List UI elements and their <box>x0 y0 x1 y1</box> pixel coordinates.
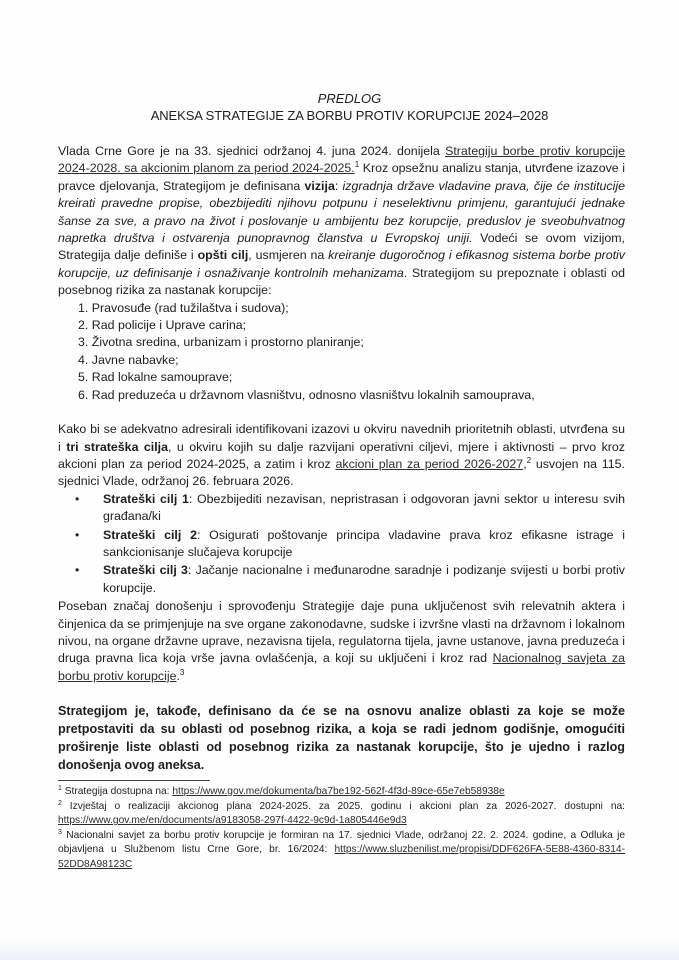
intro-text: , usmjeren na <box>248 248 329 263</box>
paragraph-text: Kako bi se adekvatno adresirali identifikovani izazovi u okviru navednih prioritetnih oblasti, utvrđena su i <box>58 422 625 454</box>
goal-label: Strateški cilj 2 <box>103 527 197 542</box>
list-item: 3. Životna sredina, urbanizam i prostorno planiranje; <box>78 335 364 350</box>
footnote-text: Strategija dostupna na: <box>61 786 173 797</box>
page-title: ANEKSA STRATEGIJE ZA BORBU PROTIV KORUPCIJE 2024–2028 <box>150 108 549 123</box>
goal-text: : Osigurati poštovanje principa vladavine prava kroz efikasne istrage i sankcionisanje slučajeva korupcije <box>103 527 625 559</box>
vision-text: izgradnja države vladavine prava, čije će institucije kreirati pravedne propise, obezbijediti njihovu potpunu i neselektivnu primjenu, garantujući jednake šanse za sve, a pravo na život i poslovanje u ambijentu bez korupcije, preduslov je sveobuhvatnog napretka društva i ostvarenja punopravnog članstva u Evropskoj uniji. <box>58 178 625 246</box>
strategy-link[interactable]: Strategiju borbe protiv korupcije 2024-2028. sa akcionim planom za period 2024-2025. <box>58 144 625 176</box>
footnote-link[interactable]: https://www.gov.me/en/documents/a9183058-297f-4422-9c9d-1a805446e9d3 <box>58 815 407 827</box>
list-item: 2. Rad policije i Uprave carina; <box>78 318 247 333</box>
footnote-ref-1[interactable]: 1 <box>354 160 360 170</box>
closing-paragraph: Strategijom je, takođe, definisano da će se na osnovu analize oblasti za koje se može pretpostaviti da su oblasti od posebnog rizika, a koja se radi jednom godišnje, omogućiti proširenje liste oblasti od posebnog rizika za nastanak korupcije, što je ujedno i razlog donošenja ovog aneksa. <box>58 704 625 773</box>
intro-paragraph <box>58 143 625 300</box>
significance-paragraph <box>58 598 625 685</box>
footnote-ref-2[interactable]: 2 <box>526 455 532 465</box>
strategic-goals-list <box>58 491 625 597</box>
footnote-ref-3[interactable]: 3 <box>179 667 185 677</box>
footnote-link[interactable]: https://www.gov.me/dokumenta/ba7be192-562f-4f3d-89ce-65e7eb58938e <box>172 786 505 797</box>
footnote-text: Izvještaj o realizaciji akcionog plana 2024-2025. za 2025. godinu i akcioni plan za 2026-2027. dostupni na: <box>61 800 625 812</box>
action-plan-link[interactable]: akcioni plan za period 2026-2027 <box>335 456 524 471</box>
national-council-link[interactable]: Nacionalnog savjeta za borbu protiv korupcije <box>58 651 625 683</box>
paragraph-text: Poseban značaj donošenju i sprovođenju Strategije daje puna uključenost svih relevatnih aktera i činjenica da se primjenjuje na sve organe zakonodavne, sudske i izvršne vlasti na državnom i lokalnom nivou, na organe državne uprave, nezavisna tijela, regulatorna tijela, javne ustanove, javna preduzeća i druga pravna lica koja vrše javna ovlašćenja, a koji su uključeni i kroz rad <box>58 599 625 666</box>
paragraph-text: , <box>523 456 527 471</box>
list-item: 1. Pravosuđe (rad tužilaštva i sudova); <box>78 300 289 315</box>
footnote-2 <box>58 800 625 829</box>
goal-label: Strateški cilj 3 <box>103 563 188 578</box>
strategic-goals-paragraph <box>58 421 625 491</box>
risk-areas-list <box>58 300 625 404</box>
vision-label: vizija <box>304 178 335 193</box>
footnote-1 <box>58 785 625 800</box>
footnote-number: 3 <box>58 828 62 836</box>
intro-text: . Strategijom su prepoznate i oblasti od posebnog rizika za nastanak korupcije: <box>58 265 625 298</box>
general-goal-label: opšti cilj <box>197 248 249 263</box>
bullet-icon: • <box>75 527 80 542</box>
intro-text: Vlada Crne Gore je na 33. sjednici održanoj 4. juna 2024. donijela <box>58 144 446 158</box>
list-item <box>75 562 625 597</box>
paragraph-text: , u okviru kojih su dalje razvijani operativni ciljevi, mjere i aktivnosti – prvo kroz akcioni plan za period 2024-2025, a zatim i kroz <box>58 439 626 471</box>
list-item <box>75 527 625 562</box>
list-item: 4. Javne nabavke; <box>78 352 179 367</box>
footnote-link[interactable]: https://www.sluzbenilist.me/propisi/DDF626FA-5E88-4360-8314-52DD8A98123C <box>58 844 625 870</box>
general-goal-text: kreiranje dugoročnog i efikasnog sistema borbe protiv korupcije, uz definisanje i osnaživanje kontrolnih mehanizama <box>58 248 625 280</box>
title-predlog: PREDLOG <box>317 91 382 106</box>
goal-text: : Jačanje nacionalne i međunarodne saradnje i podizanje svijesti u borbi protiv korupcije. <box>103 563 625 595</box>
intro-text: : <box>334 178 343 193</box>
footnote-number: 2 <box>58 799 62 807</box>
spacer <box>58 404 625 421</box>
bullet-icon: • <box>75 563 80 578</box>
three-goals-label: tri strateška cilja <box>66 439 169 454</box>
footnote-text: Nacionalni savjet za borbu protiv korupcije je formiran na 17. sjednici Vlade, održanoj 22. 2. 2024. godine, a Odluka je objavljena u Službenom listu Crne Gore, br. 16/2024: <box>58 829 625 856</box>
intro-text: Vodeći se ovom vizijom, Strategija dalje definiše i <box>58 231 625 263</box>
list-item: 5. Rad lokalne samouprave; <box>78 370 233 385</box>
paragraph-text: . <box>176 668 180 683</box>
list-item <box>75 491 625 526</box>
footnote-3 <box>58 829 625 873</box>
bullet-icon: • <box>75 491 80 506</box>
document-body <box>58 143 625 774</box>
spacer <box>58 685 625 702</box>
paragraph-text: usvojen na 115. sjednici Vlade, održanoj 26. februara 2026. <box>58 456 625 489</box>
goal-text: : Obezbijediti nezavisan, nepristrasan i odgovoran javni sektor u interesu svih građana/ki <box>103 491 625 524</box>
document-title-block <box>0 90 679 124</box>
intro-text: Kroz opsežnu analizu stanja, utvrđene izazove i pravce djelovanja, Strategijom je definisana <box>58 161 625 193</box>
list-item: 6. Rad preduzeća u državnom vlasništvu, odnosno vlasništvu lokalnih samouprava, <box>78 387 535 402</box>
footnote-number: 1 <box>58 785 62 792</box>
footnote-divider <box>58 780 210 781</box>
footnotes <box>58 785 625 873</box>
goal-label: Strateški cilj 1 <box>103 491 189 506</box>
